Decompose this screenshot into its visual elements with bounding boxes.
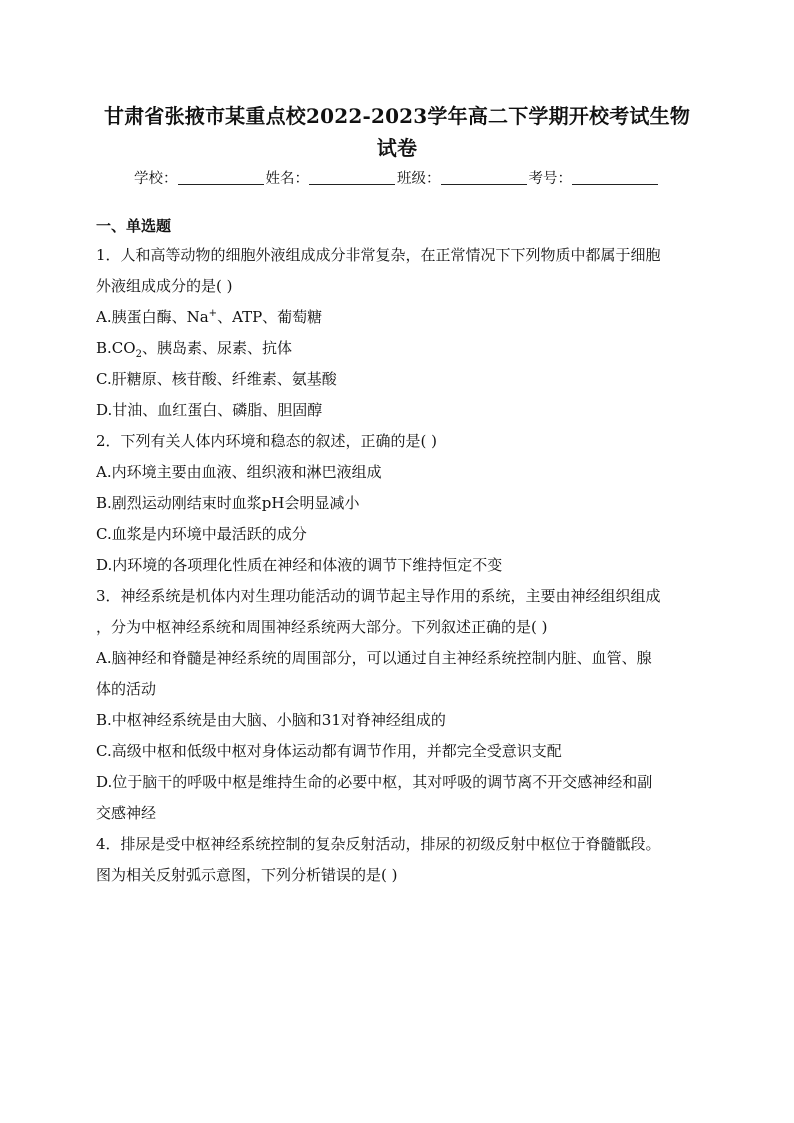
exam-title: 甘肃省张掖市某重点校2022-2023学年高二下学期开校考试生物试卷 xyxy=(103,104,691,160)
question-2-option-b: B.剧烈运动刚结束时血浆pH会明显减小 xyxy=(96,494,360,512)
option-b-text-pre: B.CO xyxy=(96,339,136,357)
question-2-stem: 2．下列有关人体内环境和稳态的叙述，正确的是( ) xyxy=(96,432,438,450)
question-2-option-c: C.血浆是内环境中最活跃的成分 xyxy=(96,525,307,543)
question-3-option-a-line-1: A.脑神经和脊髓是神经系统的周围部分，可以通过自主神经系统控制内脏、血管、腺 xyxy=(96,649,652,667)
id-label: 考号： xyxy=(528,171,572,187)
question-3-stem-line-2: ，分为中枢神经系统和周围神经系统两大部分。下列叙述正确的是( ) xyxy=(96,618,548,636)
option-b-subscript: 2 xyxy=(135,349,142,360)
class-blank xyxy=(441,170,527,185)
option-a-text-post: 、ATP、葡萄糖 xyxy=(217,308,323,326)
option-a-superscript: + xyxy=(208,308,218,319)
name-label: 姓名： xyxy=(265,171,309,187)
question-4-stem-line-2: 图为相关反射弧示意图，下列分析错误的是( ) xyxy=(96,866,398,884)
question-4-stem-line-1: 4．排尿是受中枢神经系统控制的复杂反射活动，排尿的初级反射中枢位于脊髓骶段。 xyxy=(96,835,661,853)
class-label: 班级： xyxy=(397,171,441,187)
school-label: 学校： xyxy=(134,171,178,187)
question-1-stem-line-1: 1．人和高等动物的细胞外液组成成分非常复杂，在正常情况下下列物质中都属于细胞 xyxy=(96,246,661,264)
question-3-option-b: B.中枢神经系统是由大脑、小脑和31对脊神经组成的 xyxy=(96,711,446,729)
question-2-option-d: D.内环境的各项理化性质在神经和体液的调节下维持恒定不变 xyxy=(96,556,503,574)
question-2-option-a: A.内环境主要由血液、组织液和淋巴液组成 xyxy=(96,463,382,481)
name-blank xyxy=(309,170,395,185)
question-3-option-c: C.高级中枢和低级中枢对身体运动都有调节作用，并都完全受意识支配 xyxy=(96,742,562,760)
question-1-option-c: C.肝糖原、核苷酸、纤维素、氨基酸 xyxy=(96,370,337,388)
question-1-stem-line-2: 外液组成成分的是( ) xyxy=(96,277,233,295)
question-3-stem-line-1: 3．神经系统是机体内对生理功能活动的调节起主导作用的系统，主要由神经组织组成 xyxy=(96,587,661,605)
student-info-line xyxy=(96,166,698,192)
option-a-text-pre: A.胰蛋白酶、Na xyxy=(96,308,209,326)
option-b-text-post: 、胰岛素、尿素、抗体 xyxy=(141,339,292,357)
question-1-option-b xyxy=(96,333,698,364)
question-1-option-a xyxy=(96,302,698,333)
school-blank xyxy=(178,170,264,185)
question-3-option-d-line-1: D.位于脑干的呼吸中枢是维持生命的必要中枢，其对呼吸的调节离不开交感神经和副 xyxy=(96,773,653,791)
question-3-option-a-line-2: 体的活动 xyxy=(96,680,157,698)
question-3-option-d-line-2: 交感神经 xyxy=(96,804,157,822)
id-blank xyxy=(572,170,658,185)
question-1-option-d: D.甘油、血红蛋白、磷脂、胆固醇 xyxy=(96,401,323,419)
section-heading: 一、单选题 xyxy=(96,217,172,235)
